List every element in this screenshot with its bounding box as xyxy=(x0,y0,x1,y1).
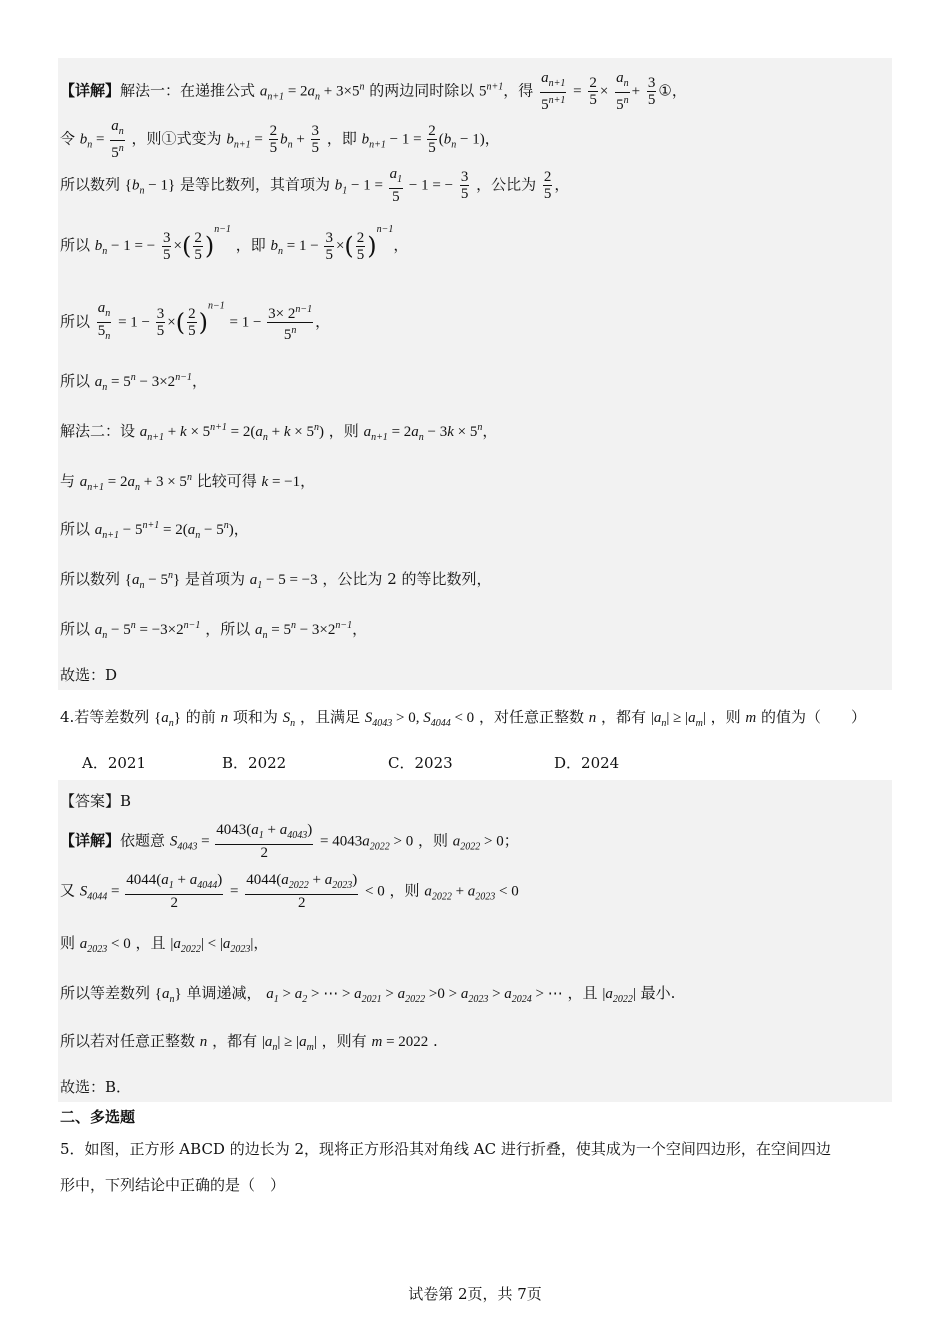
page-footer: 试卷第 2页，共 7页 xyxy=(408,1285,542,1303)
sol4-line-3: 则 $a_{2023} < 0$ ，且 $|a_{2022}| < |a_{2023}|$， xyxy=(60,934,269,955)
sol4-final-answer: 故选：B． xyxy=(60,1078,132,1096)
sol3-line-6: 所以 $a_n = 5^n - 3\times 2^{n-1}$， xyxy=(60,372,207,393)
sol3-final-answer: 故选：D xyxy=(60,666,118,684)
sol3-line-2: 令 $b_n$ = $\frac{a_n}{5^n}$ ，则①式变为 $b_{n+1}$ = $\frac{2}{5}$ $b_n$ + $\frac{3}{5}$ ，即 $b_{n+1} - 1$ = $\frac{2}{5}$ $(b_n - 1)$， xyxy=(60,118,500,161)
sol3-line-4: 所以 $b_n - 1$ = − $\frac{3}{5}$ ×( $\frac{2}{5}$ )$^{n-1}$ ，即 $b_n = 1$ − $\frac{3}{5}$ ×( $\frac{2}{5}$ )$^{n-1}$， xyxy=(60,224,409,263)
q4-option-a: A．2021 xyxy=(82,754,147,772)
q4-stem: 4.若等差数列 $\{a_n\}$ 的前 n 项和为 $S_n$ ，且满足 $S_{4043} > 0$, $S_{4044} < 0$ ，对任意正整数 n ，都有 $|a_n| \ge |a_m|$ ，则 m 的值为（ ） xyxy=(60,708,867,729)
section-title-multiple-choice: 二、多选题 xyxy=(60,1108,136,1126)
sol3-line-3: 所以数列 $\{b_n - 1\}$ 是等比数列，其首项为 $b_1 - 1$ = $\frac{a_1}{5}$ − 1 = − $\frac{3}{5}$ ，公比为 $\frac{2}{5}$ ， xyxy=(60,166,570,205)
sol4-line-4: 所以等差数列 $\{a_n\}$ 单调递减， $a_1 > a_2$ > ⋯ > $a_{2021} > a_{2022} >0 > a_{2023} > a_{2024}$ > ⋯ ，且 $|a_{2022}|$ 最小. xyxy=(60,984,676,1005)
sol3-line-11: 所以 $a_n - 5^n = -3\times 2^{n-1}$ ，所以 $a_n = 5^n - 3\times 2^{n-1}$， xyxy=(60,620,368,641)
q4-option-c: C．2023 xyxy=(388,754,453,772)
sol4-line-2: 又 $S_{4044}$ = $\frac{4044(a_1 + a_{4044})}{2}$ = $\frac{4044(a_{2022} + a_{2023})}{2}$ < 0 ，则 $a_{2022} + a_{2023} < 0$ xyxy=(60,872,519,911)
q4-option-d: D．2024 xyxy=(554,754,620,772)
sol3-line-1: 【详解】解法一：在递推公式 $a_{n+1} = 2a_n + 3\times 5^n$ 的两边同时除以 $5^{n+1}$，得 $\frac{a_{n+1}}{5^{n+1}}$ = $\frac{2}{5}$ × $\frac{a_n}{5^n}$ + $\frac{3}{5}$ ①， xyxy=(60,70,687,113)
q5-stem-line-1: 5．如图，正方形 ABCD 的边长为 2，现将正方形沿其对角线 AC 进行折叠，使其成为一个空间四边形，在空间四边 xyxy=(60,1140,831,1158)
sol3-line-5: 所以 $\frac{a_n}{5_n}$ = 1 − $\frac{3}{5}$ ×( $\frac{2}{5}$ )$^{n-1}$ = 1 − $\frac{3\times 2^{n-1}}{5^n}$ ， xyxy=(60,300,331,343)
sol3-line-10: 所以数列 $\{a_n - 5^n\}$ 是首项为 $a_1 - 5 = -3$ ，公比为 2 的等比数列， xyxy=(60,570,492,591)
sol4-line-5: 所以若对任意正整数 n ，都有 $|a_n| \ge |a_m|$ ，则有 m = 2022 . xyxy=(60,1032,438,1053)
sol3-line-9: 所以 $a_{n+1} - 5^{n+1} = 2(a_n - 5^n)$， xyxy=(60,520,249,541)
q5-stem-line-2: 形中，下列结论中正确的是（ ） xyxy=(60,1176,286,1194)
sol3-line-8: 与 $a_{n+1} = 2a_n + 3 \times 5^n$ 比较可得 k = −1， xyxy=(60,472,316,493)
q4-option-b: B．2022 xyxy=(222,754,287,772)
sol4-answer: 【答案】B xyxy=(60,792,132,810)
sol4-line-1: 【详解】依题意 $S_{4043}$ = $\frac{4043(a_1 + a_{4043})}{2}$ = $4043a_{2022} > 0$ ，则 $a_{2022} > 0$； xyxy=(60,822,519,861)
sol3-line-7: 解法二：设 $a_{n+1} + k \times 5^{n+1} = 2(a_n + k \times 5^n)$ ，则 $a_{n+1} = 2a_n - 3k \times 5^n$， xyxy=(60,422,498,443)
